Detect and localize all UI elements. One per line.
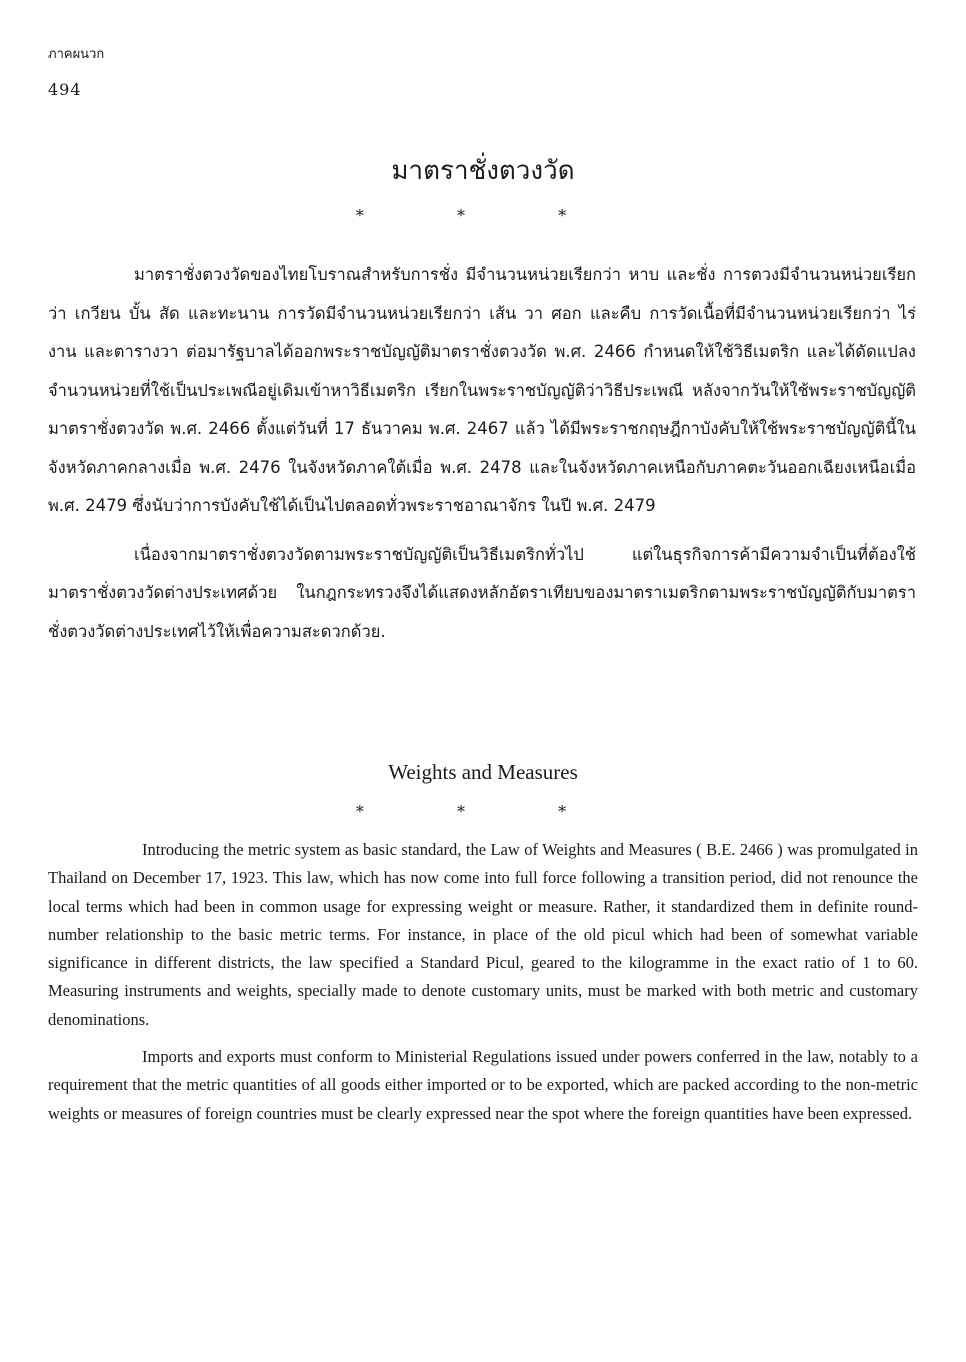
english-paragraph-2: Imports and exports must conform to Ministerial Regulations issued under powers conferred in the law, notably to a requirement that the metric quantities of all goods either imported or to be exported, which are packed according to the non-metric weights or measures of foreign countries must be clearly expressed near the spot where the foreign quantities have been expressed. bbox=[48, 1047, 918, 1123]
page-number: 494 bbox=[48, 80, 82, 99]
thai-paragraph-2: เนื่องจากมาตราชั่งตวงวัดตามพระราชบัญญัติเป็นวิธีเมตริกทั่วไป แต่ในธุรกิจการค้ามีความจำเป็นที่ต้องใช้มาตราชั่งตวงวัดต่างประเทศด้วย ในกฎกระทรวงจึงได้แสดงหลักอัตราเทียบของมาตราเมตริกตามพระราชบัญญัติกับมาตราชั่งตวงวัดต่างประเทศไว้ให้เพื่อความสะดวกด้วย. bbox=[48, 544, 916, 641]
english-paragraph-1: Introducing the metric system as basic standard, the Law of Weights and Measures ( B.E. 2466 ) was promulgated in Thailand on December 17, 1923. This law, which has now come into full force following a transition period, did not renounce the local terms which had been in common usage for expressing weight or measure. Rather, it standardized them in definite round-number relationship to the basic metric terms. For instance, in place of the old picul which had been of somewhat variable significance in different districts, the law specified a Standard Picul, geared to the kilogramme in the exact ratio of 1 to 60. Measuring instruments and weights, specially made to denote customary units, must be marked with both metric and customary denominations. bbox=[48, 840, 918, 1029]
thai-paragraph-1: มาตราชั่งตวงวัดของไทยโบราณสำหรับการชั่ง มีจำนวนหน่วยเรียกว่า หาบ และชั่ง การตวงมีจำนวนหน่วยเรียกว่า เกวียน บั้น สัด และทะนาน การวัดมีจำนวนหน่วยเรียกว่า เส้น วา ศอก และคืบ การวัดเนื้อที่มีจำนวนหน่วยเรียกว่า ไร่ งาน และตารางวา ต่อมารัฐบาลได้ออกพระราชบัญญัติมาตราชั่งตวงวัด พ.ศ. 2466 กำหนดให้ใช้วิธีเมตริก และได้ดัดแปลงจำนวนหน่วยที่ใช้เป็นประเพณีอยู่เดิมเข้าหาวิธีเมตริก เรียกในพระราชบัญญัติว่าวิธีประเพณี หลังจากวันให้ใช้พระราชบัญญัติมาตราชั่งตวงวัด พ.ศ. 2466 ตั้งแต่วันที่ 17 ธันวาคม พ.ศ. 2467 แล้ว ได้มีพระราชกฤษฎีกาบังคับให้ใช้พระราชบัญญัตินี้ในจังหวัดภาคกลางเมื่อ พ.ศ. 2476 ในจังหวัดภาคใต้เมื่อ พ.ศ. 2478 และในจังหวัดภาคเหนือกับภาคตะวันออกเฉียงเหนือเมื่อ พ.ศ. 2479 ซึ่งนับว่าการบังคับใช้ได้เป็นไปตลอดทั่วพระราชอาณาจักร ในปี พ.ศ. 2479 bbox=[48, 265, 916, 515]
english-title: Weights and Measures bbox=[388, 760, 578, 784]
thai-body bbox=[48, 256, 916, 661]
english-section-separator: * * * bbox=[355, 802, 611, 821]
thai-section-separator: * * * bbox=[355, 206, 611, 225]
english-body bbox=[48, 836, 918, 1137]
thai-title: มาตราชั่งตวงวัด bbox=[391, 156, 575, 186]
section-header: ภาคผนวก bbox=[48, 47, 105, 62]
